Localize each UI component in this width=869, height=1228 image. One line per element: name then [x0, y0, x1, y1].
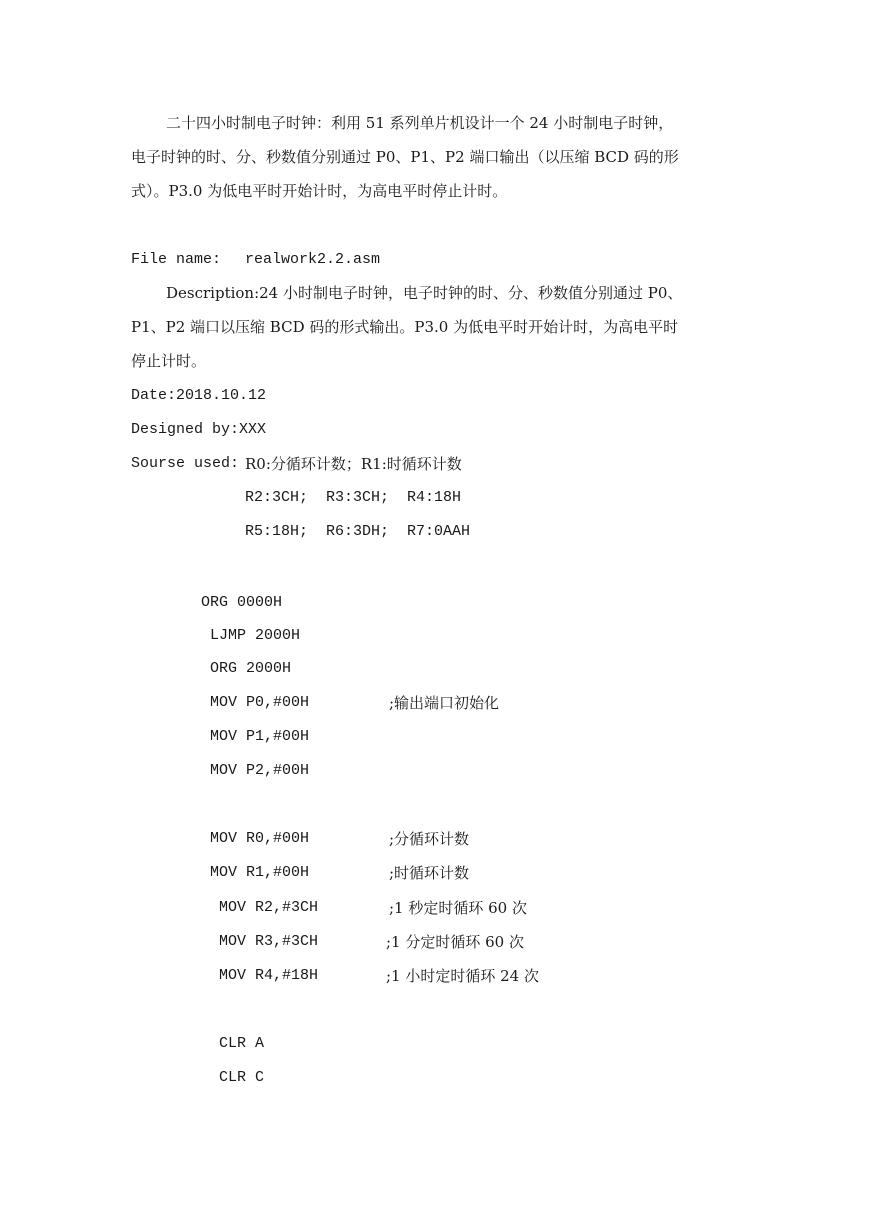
code-instruction: MOV R3,#3CH	[219, 933, 319, 950]
code-instruction: MOV P2,#00H	[210, 762, 310, 779]
code-instruction: ORG 2000H	[210, 660, 292, 677]
code-instruction: LJMP 2000H	[210, 627, 301, 644]
file-name-label: File name:	[131, 251, 222, 268]
intro-line-2: 电子时钟的时、分、秒数值分别通过 P0、P1、P2 端口输出（以压缩 BCD 码的形	[131, 148, 679, 166]
code-instruction: MOV R1,#00H	[210, 864, 310, 881]
description-line-1: Description:24 小时制电子时钟，电子时钟的时、分、秒数值分别通过 P0、	[166, 284, 683, 302]
description-line-2: P1、P2 端口以压缩 BCD 码的形式输出。P3.0 为低电平时开始计时，为高电平时	[131, 318, 679, 336]
code-instruction: ORG 0000H	[201, 594, 283, 611]
intro-line-3: 式）。P3.0 为低电平时开始计时，为高电平时停止计时。	[131, 182, 508, 200]
code-instruction: CLR C	[219, 1069, 265, 1086]
code-instruction: MOV P1,#00H	[210, 728, 310, 745]
designer-line: Designed by:XXX	[131, 421, 267, 438]
code-instruction: MOV R0,#00H	[210, 830, 310, 847]
intro-line-1: 二十四小时制电子时钟：利用 51 系列单片机设计一个 24 小时制电子时钟，	[166, 114, 674, 132]
date-line: Date:2018.10.12	[131, 387, 267, 404]
code-comment: ;时循环计数	[389, 864, 470, 882]
source-line-2: R2:3CH; R3:3CH; R4:18H	[245, 489, 462, 506]
source-label: Sourse used:	[131, 455, 240, 472]
description-line-3: 停止计时。	[131, 352, 207, 370]
source-line-3: R5:18H; R6:3DH; R7:0AAH	[245, 523, 471, 540]
code-comment: ;1 分定时循环 60 次	[386, 933, 524, 951]
code-comment: ;1 小时定时循环 24 次	[386, 967, 539, 985]
code-comment: ;1 秒定时循环 60 次	[389, 899, 527, 917]
file-name-value: realwork2.2.asm	[245, 251, 381, 268]
code-instruction: CLR A	[219, 1035, 265, 1052]
source-line-1: R0:分循环计数；R1:时循环计数	[245, 455, 462, 473]
code-comment: ;输出端口初始化	[389, 694, 500, 712]
code-instruction: MOV R2,#3CH	[219, 899, 319, 916]
code-instruction: MOV P0,#00H	[210, 694, 310, 711]
code-instruction: MOV R4,#18H	[219, 967, 319, 984]
code-comment: ;分循环计数	[389, 830, 470, 848]
